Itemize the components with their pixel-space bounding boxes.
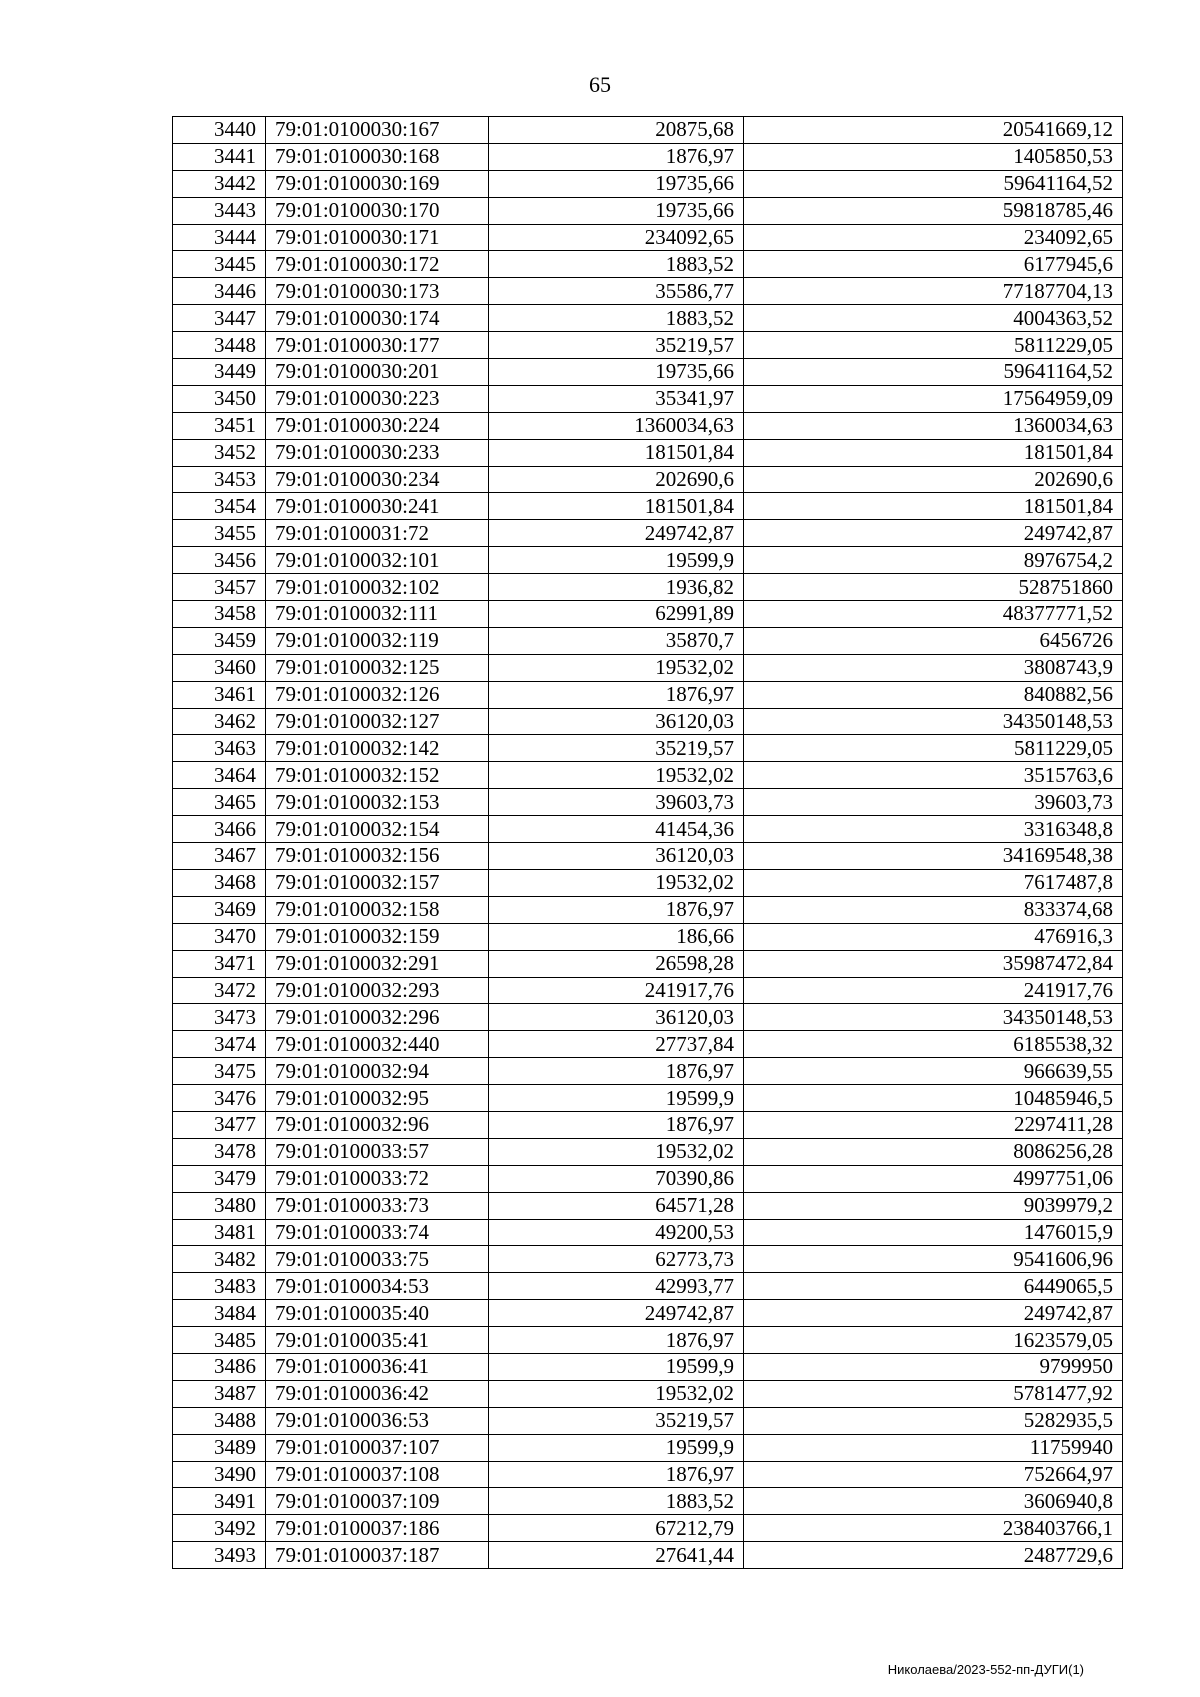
table-row <box>173 1085 1123 1112</box>
cadastral-value-cell: 9541606,96 <box>744 1246 1123 1273</box>
table-row <box>173 1380 1123 1407</box>
cadastral-value-cell: 3606940,8 <box>744 1488 1123 1515</box>
cadastral-value-cell: 10485946,5 <box>744 1085 1123 1112</box>
table-row <box>173 412 1123 439</box>
row-number-cell: 3479 <box>173 1165 266 1192</box>
row-number-cell: 3471 <box>173 950 266 977</box>
row-number-cell: 3475 <box>173 1058 266 1085</box>
row-number-cell: 3460 <box>173 654 266 681</box>
table-row <box>173 547 1123 574</box>
area-value-cell: 62773,73 <box>489 1246 744 1273</box>
area-value-cell: 1876,97 <box>489 681 744 708</box>
area-value-cell: 19599,9 <box>489 1353 744 1380</box>
cadastral-value-cell: 9039979,2 <box>744 1192 1123 1219</box>
table-row <box>173 197 1123 224</box>
cadastral-value-cell: 39603,73 <box>744 789 1123 816</box>
area-value-cell: 1883,52 <box>489 1488 744 1515</box>
table-row <box>173 1353 1123 1380</box>
row-number-cell: 3473 <box>173 1004 266 1031</box>
table-row <box>173 1461 1123 1488</box>
area-value-cell: 36120,03 <box>489 843 744 870</box>
table-row <box>173 1219 1123 1246</box>
cadastral-number-cell: 79:01:0100037:107 <box>266 1434 489 1461</box>
cadastral-number-cell: 79:01:0100032:154 <box>266 816 489 843</box>
cadastral-value-cell: 1405850,53 <box>744 143 1123 170</box>
area-value-cell: 70390,86 <box>489 1165 744 1192</box>
area-value-cell: 1876,97 <box>489 1058 744 1085</box>
cadastral-value-cell: 1623579,05 <box>744 1327 1123 1354</box>
table-row <box>173 869 1123 896</box>
area-value-cell: 19532,02 <box>489 654 744 681</box>
row-number-cell: 3481 <box>173 1219 266 1246</box>
cadastral-value-cell: 6177945,6 <box>744 251 1123 278</box>
cadastral-value-cell: 181501,84 <box>744 493 1123 520</box>
table-row <box>173 896 1123 923</box>
table-row <box>173 278 1123 305</box>
row-number-cell: 3493 <box>173 1542 266 1569</box>
cadastral-number-cell: 79:01:0100032:125 <box>266 654 489 681</box>
table-row <box>173 1327 1123 1354</box>
cadastral-value-cell: 11759940 <box>744 1434 1123 1461</box>
row-number-cell: 3449 <box>173 359 266 386</box>
table-row <box>173 1246 1123 1273</box>
table-row <box>173 1031 1123 1058</box>
cadastral-value-cell: 2487729,6 <box>744 1542 1123 1569</box>
cadastral-value-cell: 5811229,05 <box>744 332 1123 359</box>
cadastral-number-cell: 79:01:0100033:57 <box>266 1138 489 1165</box>
table-row <box>173 789 1123 816</box>
cadastral-number-cell: 79:01:0100030:167 <box>266 117 489 144</box>
table-row <box>173 1488 1123 1515</box>
cadastral-number-cell: 79:01:0100030:172 <box>266 251 489 278</box>
table-row <box>173 762 1123 789</box>
area-value-cell: 36120,03 <box>489 1004 744 1031</box>
area-value-cell: 67212,79 <box>489 1515 744 1542</box>
row-number-cell: 3457 <box>173 574 266 601</box>
cadastral-value-cell: 34169548,38 <box>744 843 1123 870</box>
cadastral-number-cell: 79:01:0100033:72 <box>266 1165 489 1192</box>
cadastral-number-cell: 79:01:0100037:187 <box>266 1542 489 1569</box>
area-value-cell: 19735,66 <box>489 170 744 197</box>
row-number-cell: 3487 <box>173 1380 266 1407</box>
cadastral-number-cell: 79:01:0100032:126 <box>266 681 489 708</box>
row-number-cell: 3448 <box>173 332 266 359</box>
area-value-cell: 39603,73 <box>489 789 744 816</box>
area-value-cell: 35219,57 <box>489 332 744 359</box>
cadastral-value-cell: 249742,87 <box>744 1300 1123 1327</box>
table-row <box>173 1542 1123 1569</box>
area-value-cell: 1883,52 <box>489 305 744 332</box>
cadastral-value-cell: 966639,55 <box>744 1058 1123 1085</box>
area-value-cell: 19532,02 <box>489 1138 744 1165</box>
area-value-cell: 181501,84 <box>489 439 744 466</box>
cadastral-value-cell: 8976754,2 <box>744 547 1123 574</box>
cadastral-value-cell: 17564959,09 <box>744 385 1123 412</box>
area-value-cell: 241917,76 <box>489 977 744 1004</box>
cadastral-value-cell: 528751860 <box>744 574 1123 601</box>
page-number: 65 <box>589 72 611 97</box>
area-value-cell: 19532,02 <box>489 869 744 896</box>
area-value-cell: 19735,66 <box>489 197 744 224</box>
cadastral-number-cell: 79:01:0100037:186 <box>266 1515 489 1542</box>
row-number-cell: 3465 <box>173 789 266 816</box>
table-row <box>173 654 1123 681</box>
cadastral-number-cell: 79:01:0100032:96 <box>266 1111 489 1138</box>
cadastral-value-table <box>172 116 1123 1569</box>
row-number-cell: 3442 <box>173 170 266 197</box>
cadastral-number-cell: 79:01:0100032:156 <box>266 843 489 870</box>
row-number-cell: 3444 <box>173 224 266 251</box>
cadastral-number-cell: 79:01:0100030:168 <box>266 143 489 170</box>
area-value-cell: 19735,66 <box>489 359 744 386</box>
row-number-cell: 3478 <box>173 1138 266 1165</box>
table-row <box>173 574 1123 601</box>
cadastral-value-cell: 5811229,05 <box>744 735 1123 762</box>
table-row <box>173 977 1123 1004</box>
table-row <box>173 735 1123 762</box>
cadastral-value-cell: 6185538,32 <box>744 1031 1123 1058</box>
row-number-cell: 3441 <box>173 143 266 170</box>
cadastral-number-cell: 79:01:0100037:108 <box>266 1461 489 1488</box>
cadastral-number-cell: 79:01:0100030:233 <box>266 439 489 466</box>
table-row <box>173 950 1123 977</box>
row-number-cell: 3488 <box>173 1407 266 1434</box>
cadastral-number-cell: 79:01:0100030:170 <box>266 197 489 224</box>
row-number-cell: 3450 <box>173 385 266 412</box>
row-number-cell: 3464 <box>173 762 266 789</box>
cadastral-value-cell: 34350148,53 <box>744 1004 1123 1031</box>
cadastral-number-cell: 79:01:0100030:171 <box>266 224 489 251</box>
cadastral-number-cell: 79:01:0100032:157 <box>266 869 489 896</box>
table-row <box>173 332 1123 359</box>
row-number-cell: 3484 <box>173 1300 266 1327</box>
cadastral-value-cell: 241917,76 <box>744 977 1123 1004</box>
area-value-cell: 36120,03 <box>489 708 744 735</box>
area-value-cell: 64571,28 <box>489 1192 744 1219</box>
cadastral-value-cell: 59641164,52 <box>744 170 1123 197</box>
area-value-cell: 62991,89 <box>489 601 744 628</box>
cadastral-value-cell: 20541669,12 <box>744 117 1123 144</box>
area-value-cell: 19599,9 <box>489 1434 744 1461</box>
cadastral-number-cell: 79:01:0100037:109 <box>266 1488 489 1515</box>
table-row <box>173 1434 1123 1461</box>
area-value-cell: 234092,65 <box>489 224 744 251</box>
cadastral-number-cell: 79:01:0100033:73 <box>266 1192 489 1219</box>
table-row <box>173 305 1123 332</box>
cadastral-number-cell: 79:01:0100036:41 <box>266 1353 489 1380</box>
table-row <box>173 1273 1123 1300</box>
area-value-cell: 35219,57 <box>489 735 744 762</box>
area-value-cell: 19532,02 <box>489 762 744 789</box>
row-number-cell: 3456 <box>173 547 266 574</box>
area-value-cell: 1360034,63 <box>489 412 744 439</box>
row-number-cell: 3446 <box>173 278 266 305</box>
row-number-cell: 3462 <box>173 708 266 735</box>
row-number-cell: 3485 <box>173 1327 266 1354</box>
cadastral-value-cell: 35987472,84 <box>744 950 1123 977</box>
row-number-cell: 3490 <box>173 1461 266 1488</box>
table-row <box>173 466 1123 493</box>
row-number-cell: 3467 <box>173 843 266 870</box>
cadastral-number-cell: 79:01:0100030:173 <box>266 278 489 305</box>
area-value-cell: 27641,44 <box>489 1542 744 1569</box>
area-value-cell: 35870,7 <box>489 627 744 654</box>
area-value-cell: 1936,82 <box>489 574 744 601</box>
cadastral-value-cell: 6449065,5 <box>744 1273 1123 1300</box>
table-row <box>173 708 1123 735</box>
cadastral-number-cell: 79:01:0100032:293 <box>266 977 489 1004</box>
area-value-cell: 19599,9 <box>489 1085 744 1112</box>
row-number-cell: 3483 <box>173 1273 266 1300</box>
cadastral-number-cell: 79:01:0100032:102 <box>266 574 489 601</box>
table-row <box>173 1004 1123 1031</box>
row-number-cell: 3458 <box>173 601 266 628</box>
table-row <box>173 143 1123 170</box>
row-number-cell: 3477 <box>173 1111 266 1138</box>
table-row <box>173 385 1123 412</box>
cadastral-value-cell: 1476015,9 <box>744 1219 1123 1246</box>
table-row <box>173 493 1123 520</box>
row-number-cell: 3440 <box>173 117 266 144</box>
cadastral-value-cell: 59641164,52 <box>744 359 1123 386</box>
area-value-cell: 1876,97 <box>489 143 744 170</box>
cadastral-number-cell: 79:01:0100032:127 <box>266 708 489 735</box>
area-value-cell: 1876,97 <box>489 1327 744 1354</box>
area-value-cell: 1876,97 <box>489 1111 744 1138</box>
cadastral-number-cell: 79:01:0100030:241 <box>266 493 489 520</box>
table-body <box>173 117 1123 1569</box>
area-value-cell: 35219,57 <box>489 1407 744 1434</box>
table-row <box>173 520 1123 547</box>
cadastral-value-cell: 202690,6 <box>744 466 1123 493</box>
cadastral-value-cell: 238403766,1 <box>744 1515 1123 1542</box>
row-number-cell: 3486 <box>173 1353 266 1380</box>
cadastral-value-cell: 77187704,13 <box>744 278 1123 305</box>
cadastral-value-cell: 4997751,06 <box>744 1165 1123 1192</box>
row-number-cell: 3451 <box>173 412 266 439</box>
area-value-cell: 1876,97 <box>489 896 744 923</box>
cadastral-number-cell: 79:01:0100032:101 <box>266 547 489 574</box>
row-number-cell: 3480 <box>173 1192 266 1219</box>
table-row <box>173 1515 1123 1542</box>
cadastral-value-cell: 5781477,92 <box>744 1380 1123 1407</box>
row-number-cell: 3454 <box>173 493 266 520</box>
cadastral-number-cell: 79:01:0100032:119 <box>266 627 489 654</box>
cadastral-value-cell: 48377771,52 <box>744 601 1123 628</box>
table-row <box>173 601 1123 628</box>
table-row <box>173 1138 1123 1165</box>
cadastral-value-cell: 3316348,8 <box>744 816 1123 843</box>
table-row <box>173 1192 1123 1219</box>
cadastral-value-cell: 9799950 <box>744 1353 1123 1380</box>
row-number-cell: 3468 <box>173 869 266 896</box>
area-value-cell: 41454,36 <box>489 816 744 843</box>
cadastral-number-cell: 79:01:0100032:111 <box>266 601 489 628</box>
cadastral-value-cell: 3808743,9 <box>744 654 1123 681</box>
cadastral-number-cell: 79:01:0100036:53 <box>266 1407 489 1434</box>
area-value-cell: 1883,52 <box>489 251 744 278</box>
cadastral-value-cell: 833374,68 <box>744 896 1123 923</box>
cadastral-value-cell: 5282935,5 <box>744 1407 1123 1434</box>
cadastral-value-cell: 840882,56 <box>744 681 1123 708</box>
row-number-cell: 3474 <box>173 1031 266 1058</box>
table-row <box>173 1165 1123 1192</box>
cadastral-number-cell: 79:01:0100036:42 <box>266 1380 489 1407</box>
cadastral-number-cell: 79:01:0100030:223 <box>266 385 489 412</box>
row-number-cell: 3443 <box>173 197 266 224</box>
area-value-cell: 19532,02 <box>489 1380 744 1407</box>
cadastral-value-cell: 8086256,28 <box>744 1138 1123 1165</box>
row-number-cell: 3455 <box>173 520 266 547</box>
cadastral-number-cell: 79:01:0100033:75 <box>266 1246 489 1273</box>
cadastral-value-cell: 3515763,6 <box>744 762 1123 789</box>
cadastral-value-cell: 59818785,46 <box>744 197 1123 224</box>
cadastral-number-cell: 79:01:0100032:159 <box>266 923 489 950</box>
row-number-cell: 3476 <box>173 1085 266 1112</box>
table-row <box>173 224 1123 251</box>
row-number-cell: 3461 <box>173 681 266 708</box>
table-row <box>173 359 1123 386</box>
area-value-cell: 26598,28 <box>489 950 744 977</box>
area-value-cell: 42993,77 <box>489 1273 744 1300</box>
cadastral-number-cell: 79:01:0100032:440 <box>266 1031 489 1058</box>
cadastral-number-cell: 79:01:0100032:152 <box>266 762 489 789</box>
row-number-cell: 3447 <box>173 305 266 332</box>
row-number-cell: 3482 <box>173 1246 266 1273</box>
table-row <box>173 1111 1123 1138</box>
table-row <box>173 1300 1123 1327</box>
cadastral-number-cell: 79:01:0100032:296 <box>266 1004 489 1031</box>
cadastral-number-cell: 79:01:0100034:53 <box>266 1273 489 1300</box>
row-number-cell: 3463 <box>173 735 266 762</box>
area-value-cell: 1876,97 <box>489 1461 744 1488</box>
cadastral-number-cell: 79:01:0100030:174 <box>266 305 489 332</box>
cadastral-number-cell: 79:01:0100032:153 <box>266 789 489 816</box>
cadastral-value-cell: 249742,87 <box>744 520 1123 547</box>
row-number-cell: 3459 <box>173 627 266 654</box>
area-value-cell: 181501,84 <box>489 493 744 520</box>
table-row <box>173 816 1123 843</box>
table-row <box>173 117 1123 144</box>
table-row <box>173 681 1123 708</box>
cadastral-number-cell: 79:01:0100035:40 <box>266 1300 489 1327</box>
table-row <box>173 170 1123 197</box>
cadastral-number-cell: 79:01:0100030:177 <box>266 332 489 359</box>
cadastral-number-cell: 79:01:0100030:201 <box>266 359 489 386</box>
row-number-cell: 3489 <box>173 1434 266 1461</box>
cadastral-number-cell: 79:01:0100032:94 <box>266 1058 489 1085</box>
table-row <box>173 1407 1123 1434</box>
area-value-cell: 35341,97 <box>489 385 744 412</box>
cadastral-value-cell: 2297411,28 <box>744 1111 1123 1138</box>
row-number-cell: 3445 <box>173 251 266 278</box>
table-row <box>173 843 1123 870</box>
cadastral-number-cell: 79:01:0100030:169 <box>266 170 489 197</box>
cadastral-number-cell: 79:01:0100030:234 <box>266 466 489 493</box>
cadastral-value-cell: 1360034,63 <box>744 412 1123 439</box>
row-number-cell: 3470 <box>173 923 266 950</box>
area-value-cell: 49200,53 <box>489 1219 744 1246</box>
area-value-cell: 249742,87 <box>489 520 744 547</box>
cadastral-number-cell: 79:01:0100032:158 <box>266 896 489 923</box>
row-number-cell: 3469 <box>173 896 266 923</box>
cadastral-value-cell: 476916,3 <box>744 923 1123 950</box>
area-value-cell: 186,66 <box>489 923 744 950</box>
table-row <box>173 923 1123 950</box>
cadastral-value-cell: 4004363,52 <box>744 305 1123 332</box>
cadastral-value-cell: 34350148,53 <box>744 708 1123 735</box>
row-number-cell: 3472 <box>173 977 266 1004</box>
row-number-cell: 3453 <box>173 466 266 493</box>
table-row <box>173 1058 1123 1085</box>
table-row <box>173 627 1123 654</box>
area-value-cell: 202690,6 <box>489 466 744 493</box>
cadastral-number-cell: 79:01:0100035:41 <box>266 1327 489 1354</box>
area-value-cell: 35586,77 <box>489 278 744 305</box>
document-footer: Николаева/2023-552-пп-ДУГИ(1) <box>887 1662 1084 1677</box>
cadastral-number-cell: 79:01:0100030:224 <box>266 412 489 439</box>
area-value-cell: 27737,84 <box>489 1031 744 1058</box>
cadastral-value-cell: 7617487,8 <box>744 869 1123 896</box>
table-row <box>173 251 1123 278</box>
cadastral-value-cell: 752664,97 <box>744 1461 1123 1488</box>
area-value-cell: 249742,87 <box>489 1300 744 1327</box>
row-number-cell: 3492 <box>173 1515 266 1542</box>
row-number-cell: 3452 <box>173 439 266 466</box>
cadastral-number-cell: 79:01:0100032:291 <box>266 950 489 977</box>
cadastral-number-cell: 79:01:0100032:95 <box>266 1085 489 1112</box>
cadastral-value-cell: 234092,65 <box>744 224 1123 251</box>
row-number-cell: 3491 <box>173 1488 266 1515</box>
cadastral-value-cell: 181501,84 <box>744 439 1123 466</box>
cadastral-number-cell: 79:01:0100033:74 <box>266 1219 489 1246</box>
cadastral-number-cell: 79:01:0100032:142 <box>266 735 489 762</box>
cadastral-value-cell: 6456726 <box>744 627 1123 654</box>
area-value-cell: 19599,9 <box>489 547 744 574</box>
cadastral-number-cell: 79:01:0100031:72 <box>266 520 489 547</box>
table-row <box>173 439 1123 466</box>
area-value-cell: 20875,68 <box>489 117 744 144</box>
row-number-cell: 3466 <box>173 816 266 843</box>
